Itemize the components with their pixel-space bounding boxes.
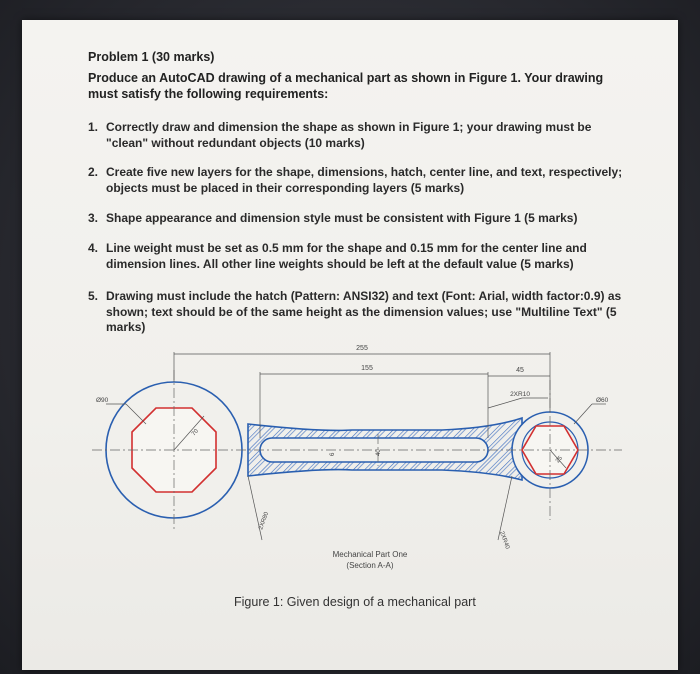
dim-slot-left: 6	[330, 452, 336, 456]
requirement-text: Correctly draw and dimension the shape as shown in Figure 1; your drawing must be "clean" without redundant objects (10 marks)	[106, 120, 592, 150]
requirement-number: 4.	[88, 241, 99, 255]
requirement-number: 2.	[88, 165, 99, 179]
requirement-text: Line weight must be set as 0.5 mm for the shape and 0.15 mm for the center line and dimension lines. All other line weights should be left at the default value (5 marks)	[106, 241, 587, 271]
part-label-section: (Section A-A)	[346, 561, 394, 570]
dim-left-diameter: Ø90	[96, 397, 109, 404]
requirement-text: Drawing must include the hatch (Pattern: ANSI32) and text (Font: Arial, width factor:0.9) as shown; text should be of the same height as the dimension values; use "Multiline Text" (5 marks)	[106, 289, 622, 334]
dim-right-diameter: Ø60	[596, 397, 609, 404]
problem-intro: Produce an AutoCAD drawing of a mechanical part as shown in Figure 1. Your drawing must satisfy the following requirements:	[88, 71, 604, 101]
document-page	[22, 20, 678, 670]
requirement-number: 1.	[88, 120, 99, 134]
requirement-text: Create five new layers for the shape, dimensions, hatch, center line, and text, respectively; objects must be placed in their corresponding layers (5 marks)	[106, 165, 623, 195]
figure-caption: Figure 1: Given design of a mechanical part	[234, 595, 476, 609]
dim-total: 255	[356, 345, 368, 352]
dim-mid: 155	[361, 365, 373, 372]
dim-right: 45	[516, 367, 524, 374]
problem-title: Problem 1 (30 marks)	[88, 50, 215, 64]
dim-right-leader: 2XR40	[498, 530, 511, 550]
requirement-number: 5.	[88, 289, 99, 303]
requirement-number: 3.	[88, 211, 99, 225]
dim-radius: 2XR10	[510, 391, 530, 398]
mechanical-part-figure	[22, 20, 678, 670]
dim-left-leader: 2XR80	[258, 511, 271, 531]
requirement-text: Shape appearance and dimension style must be consistent with Figure 1 (5 marks)	[106, 211, 578, 225]
dim-right-inner: 25	[555, 455, 564, 465]
part-label-name: Mechanical Part One	[332, 550, 408, 559]
dim-slot-center: 40	[376, 449, 382, 456]
dim-left-inner: 70	[191, 428, 200, 438]
